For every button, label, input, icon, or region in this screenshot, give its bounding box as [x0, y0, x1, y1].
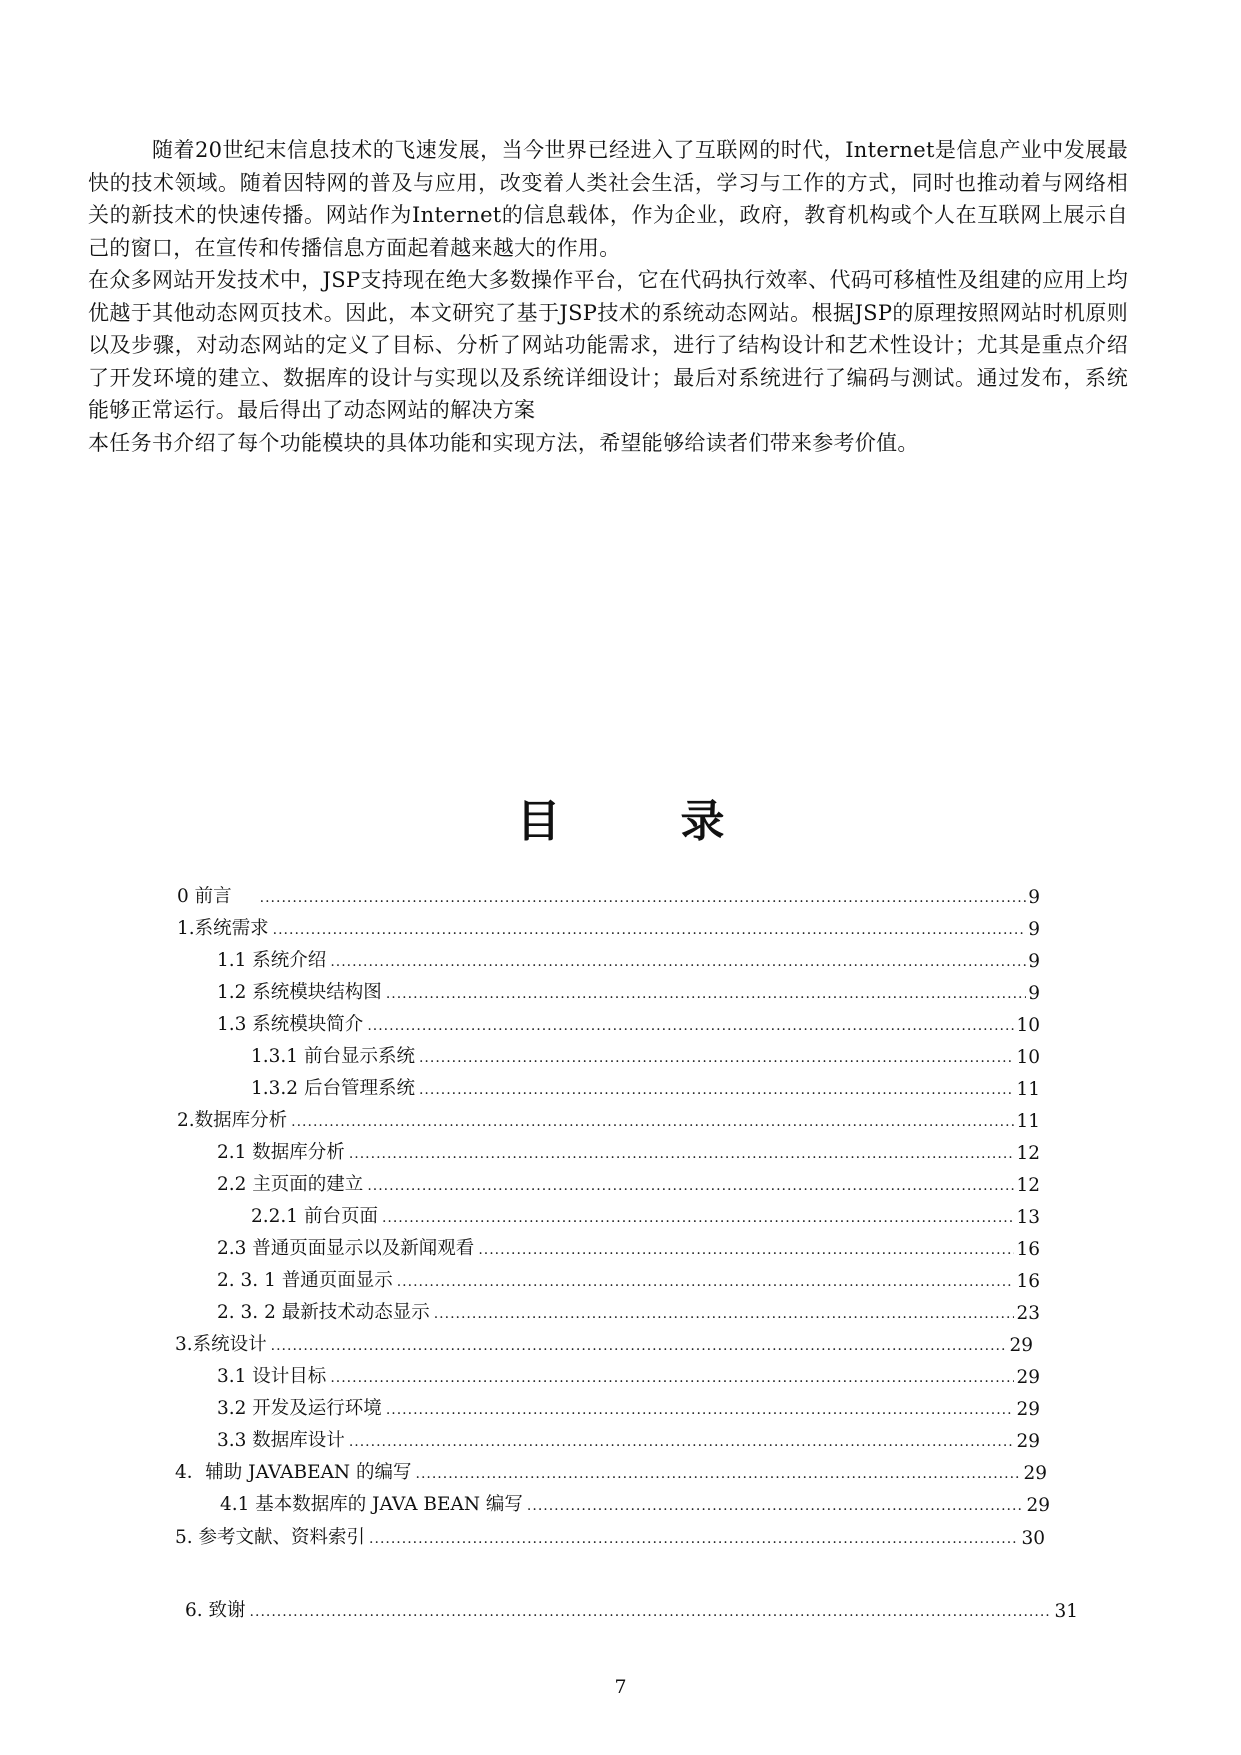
toc-entry-label: 3.2 开发及运行环境: [217, 1398, 382, 1419]
toc-entry-label: 1.3.2 后台管理系统: [251, 1078, 415, 1099]
toc-entry-page: 23: [1016, 1303, 1040, 1324]
abstract-paragraph-2: 在众多网站开发技术中，JSP支持现在绝大多数操作平台，它在代码执行效率、代码可移植性及组建的应用上均优越于其他动态网页技术。因此，本文研究了基于JSP技术的系统动态网站。根据JSP的原理按照网站时机原则以及步骤，对动态网站的定义了目标、分析了网站功能需求，进行了结构设计和艺术性设计；尤其是重点介绍了开发环境的建立、数据库的设计与实现以及系统详细设计；最后对系统进行了编码与测试。通过发布，系统能够正常运行。最后得出了动态网站的解决方案: [88, 268, 1128, 422]
toc-entry[interactable]: [185, 1594, 1078, 1622]
toc-entry-label: 6. 致谢: [185, 1600, 246, 1621]
toc-entry-page: 11: [1016, 1079, 1040, 1100]
toc-leader: [349, 1432, 1015, 1452]
toc-entry-page: 9: [1028, 983, 1040, 1004]
toc-leader: [271, 1336, 1008, 1356]
toc-leader: [330, 1368, 1014, 1388]
toc-entry-page: 13: [1016, 1207, 1040, 1228]
toc-entry-label: 2.3 普通页面显示以及新闻观看: [217, 1238, 475, 1259]
toc-entry-page: 12: [1016, 1143, 1040, 1164]
toc-entry-label: 1.1 系统介绍: [217, 950, 327, 971]
toc-entry-label: 1.3 系统模块简介: [217, 1014, 364, 1035]
toc-entry-page: 29: [1026, 1495, 1050, 1516]
toc-entry[interactable]: [175, 1521, 1045, 1549]
toc-leader: [367, 1016, 1014, 1036]
toc-entry-label: 3.系统设计: [175, 1334, 267, 1355]
toc-entry-label: 2. 3. 2 最新技术动态显示: [217, 1302, 430, 1323]
toc-entry-page: 16: [1016, 1271, 1040, 1292]
toc-entry-label: 2. 3. 1 普通页面显示: [217, 1270, 393, 1291]
abstract-paragraph-1: 随着20世纪末信息技术的飞速发展，当今世界已经进入了互联网的时代，Internet是信息产业中发展最快的技术领域。随着因特网的普及与应用，改变着人类社会生活，学习与工作的方式，同时也推动着与网络相关的新技术的快速传播。网站作为Internet的信息载体，作为企业，政府，教育机构或个人在互联网上展示自己的窗口，在宣传和传播信息方面起着越来越大的作用。: [88, 138, 1128, 260]
toc-leader: [330, 952, 1026, 972]
toc-entry-page: 16: [1016, 1239, 1040, 1260]
toc-leader: [273, 920, 1027, 940]
toc-leader: [397, 1272, 1015, 1292]
toc-entry[interactable]: [217, 1136, 1040, 1164]
toc-entry[interactable]: [217, 1168, 1040, 1196]
toc-leader: [382, 1208, 1015, 1228]
toc-entry-page: 29: [1016, 1367, 1040, 1388]
toc-entry-label: 2.1 数据库分析: [217, 1142, 345, 1163]
toc-entry-page: 10: [1016, 1047, 1040, 1068]
toc-entry-page: 31: [1054, 1601, 1078, 1622]
toc-leader: [349, 1144, 1015, 1164]
toc-entry-label: 1.3.1 前台显示系统: [251, 1046, 415, 1067]
toc-entry[interactable]: [251, 1072, 1040, 1100]
toc-leader: [367, 1176, 1014, 1196]
toc-entry-page: 11: [1016, 1111, 1040, 1132]
toc-entry[interactable]: [251, 1200, 1040, 1228]
toc-entry-label: 0 前言: [177, 886, 232, 907]
toc-entry-label: 1.2 系统模块结构图: [217, 982, 382, 1003]
toc-entry[interactable]: [217, 944, 1040, 972]
toc-entry[interactable]: [177, 880, 1040, 908]
toc-entry[interactable]: [217, 1360, 1040, 1388]
toc-entry-page: 9: [1028, 919, 1040, 940]
toc-leader: [527, 1496, 1025, 1516]
toc-entry-page: 29: [1023, 1463, 1047, 1484]
toc-title-right: 录: [680, 796, 725, 848]
toc-entry-page: 10: [1016, 1015, 1040, 1036]
toc-leader: [416, 1464, 1022, 1484]
toc-entry-label: 3.3 数据库设计: [217, 1430, 345, 1451]
toc-leader: [434, 1304, 1015, 1324]
toc-leader: [419, 1080, 1014, 1100]
abstract-paragraph-3: 本任务书介绍了每个功能模块的具体功能和实现方法，希望能够给读者们带来参考价值。: [88, 430, 919, 455]
toc-leader: [478, 1240, 1014, 1260]
toc-entry-label: 2.2 主页面的建立: [217, 1174, 364, 1195]
toc-entry-label: 4.1 基本数据库的 JAVA BEAN 编写: [220, 1494, 523, 1515]
page-number: 7: [614, 1676, 627, 1698]
toc-entry-page: 9: [1028, 887, 1040, 908]
toc-entry-page: 30: [1021, 1528, 1045, 1549]
toc-leader: [419, 1048, 1014, 1068]
toc-entry-page: 29: [1016, 1399, 1040, 1420]
toc-entry-label: 1.系统需求: [177, 918, 269, 939]
toc-title-left: 目: [516, 796, 561, 848]
toc-entry-label: 2.2.1 前台页面: [251, 1206, 378, 1227]
toc-entry[interactable]: [217, 1424, 1040, 1452]
toc-entry[interactable]: [175, 1328, 1033, 1356]
toc-entry-label: 5. 参考文献、资料索引: [175, 1527, 366, 1548]
toc-leader: [386, 984, 1026, 1004]
toc-entry-label: 4．辅助 JAVABEAN 的编写: [175, 1462, 412, 1483]
toc-entry-page: 9: [1028, 951, 1040, 972]
toc-entry-page: 29: [1009, 1335, 1033, 1356]
toc-entry[interactable]: [251, 1040, 1040, 1068]
toc-leader: [369, 1529, 1019, 1549]
toc-entry-page: 12: [1016, 1175, 1040, 1196]
toc-leader: [250, 1602, 1053, 1622]
toc-leader: [260, 888, 1027, 908]
toc-leader: [291, 1112, 1014, 1132]
toc-entry[interactable]: [217, 1008, 1040, 1036]
toc-entry[interactable]: [217, 1264, 1040, 1292]
toc-entry[interactable]: [177, 1104, 1040, 1132]
toc-entry[interactable]: [217, 1296, 1040, 1324]
toc-entry-page: 29: [1016, 1431, 1040, 1452]
toc-entry[interactable]: [217, 976, 1040, 1004]
toc-entry[interactable]: [220, 1488, 1050, 1516]
toc-entry-label: 3.1 设计目标: [217, 1366, 327, 1387]
toc-leader: [386, 1400, 1015, 1420]
toc-entry[interactable]: [217, 1232, 1040, 1260]
toc-entry[interactable]: [217, 1392, 1040, 1420]
toc-entry[interactable]: [177, 912, 1040, 940]
toc-entry-label: 2.数据库分析: [177, 1110, 288, 1131]
toc-entry[interactable]: [175, 1456, 1047, 1484]
